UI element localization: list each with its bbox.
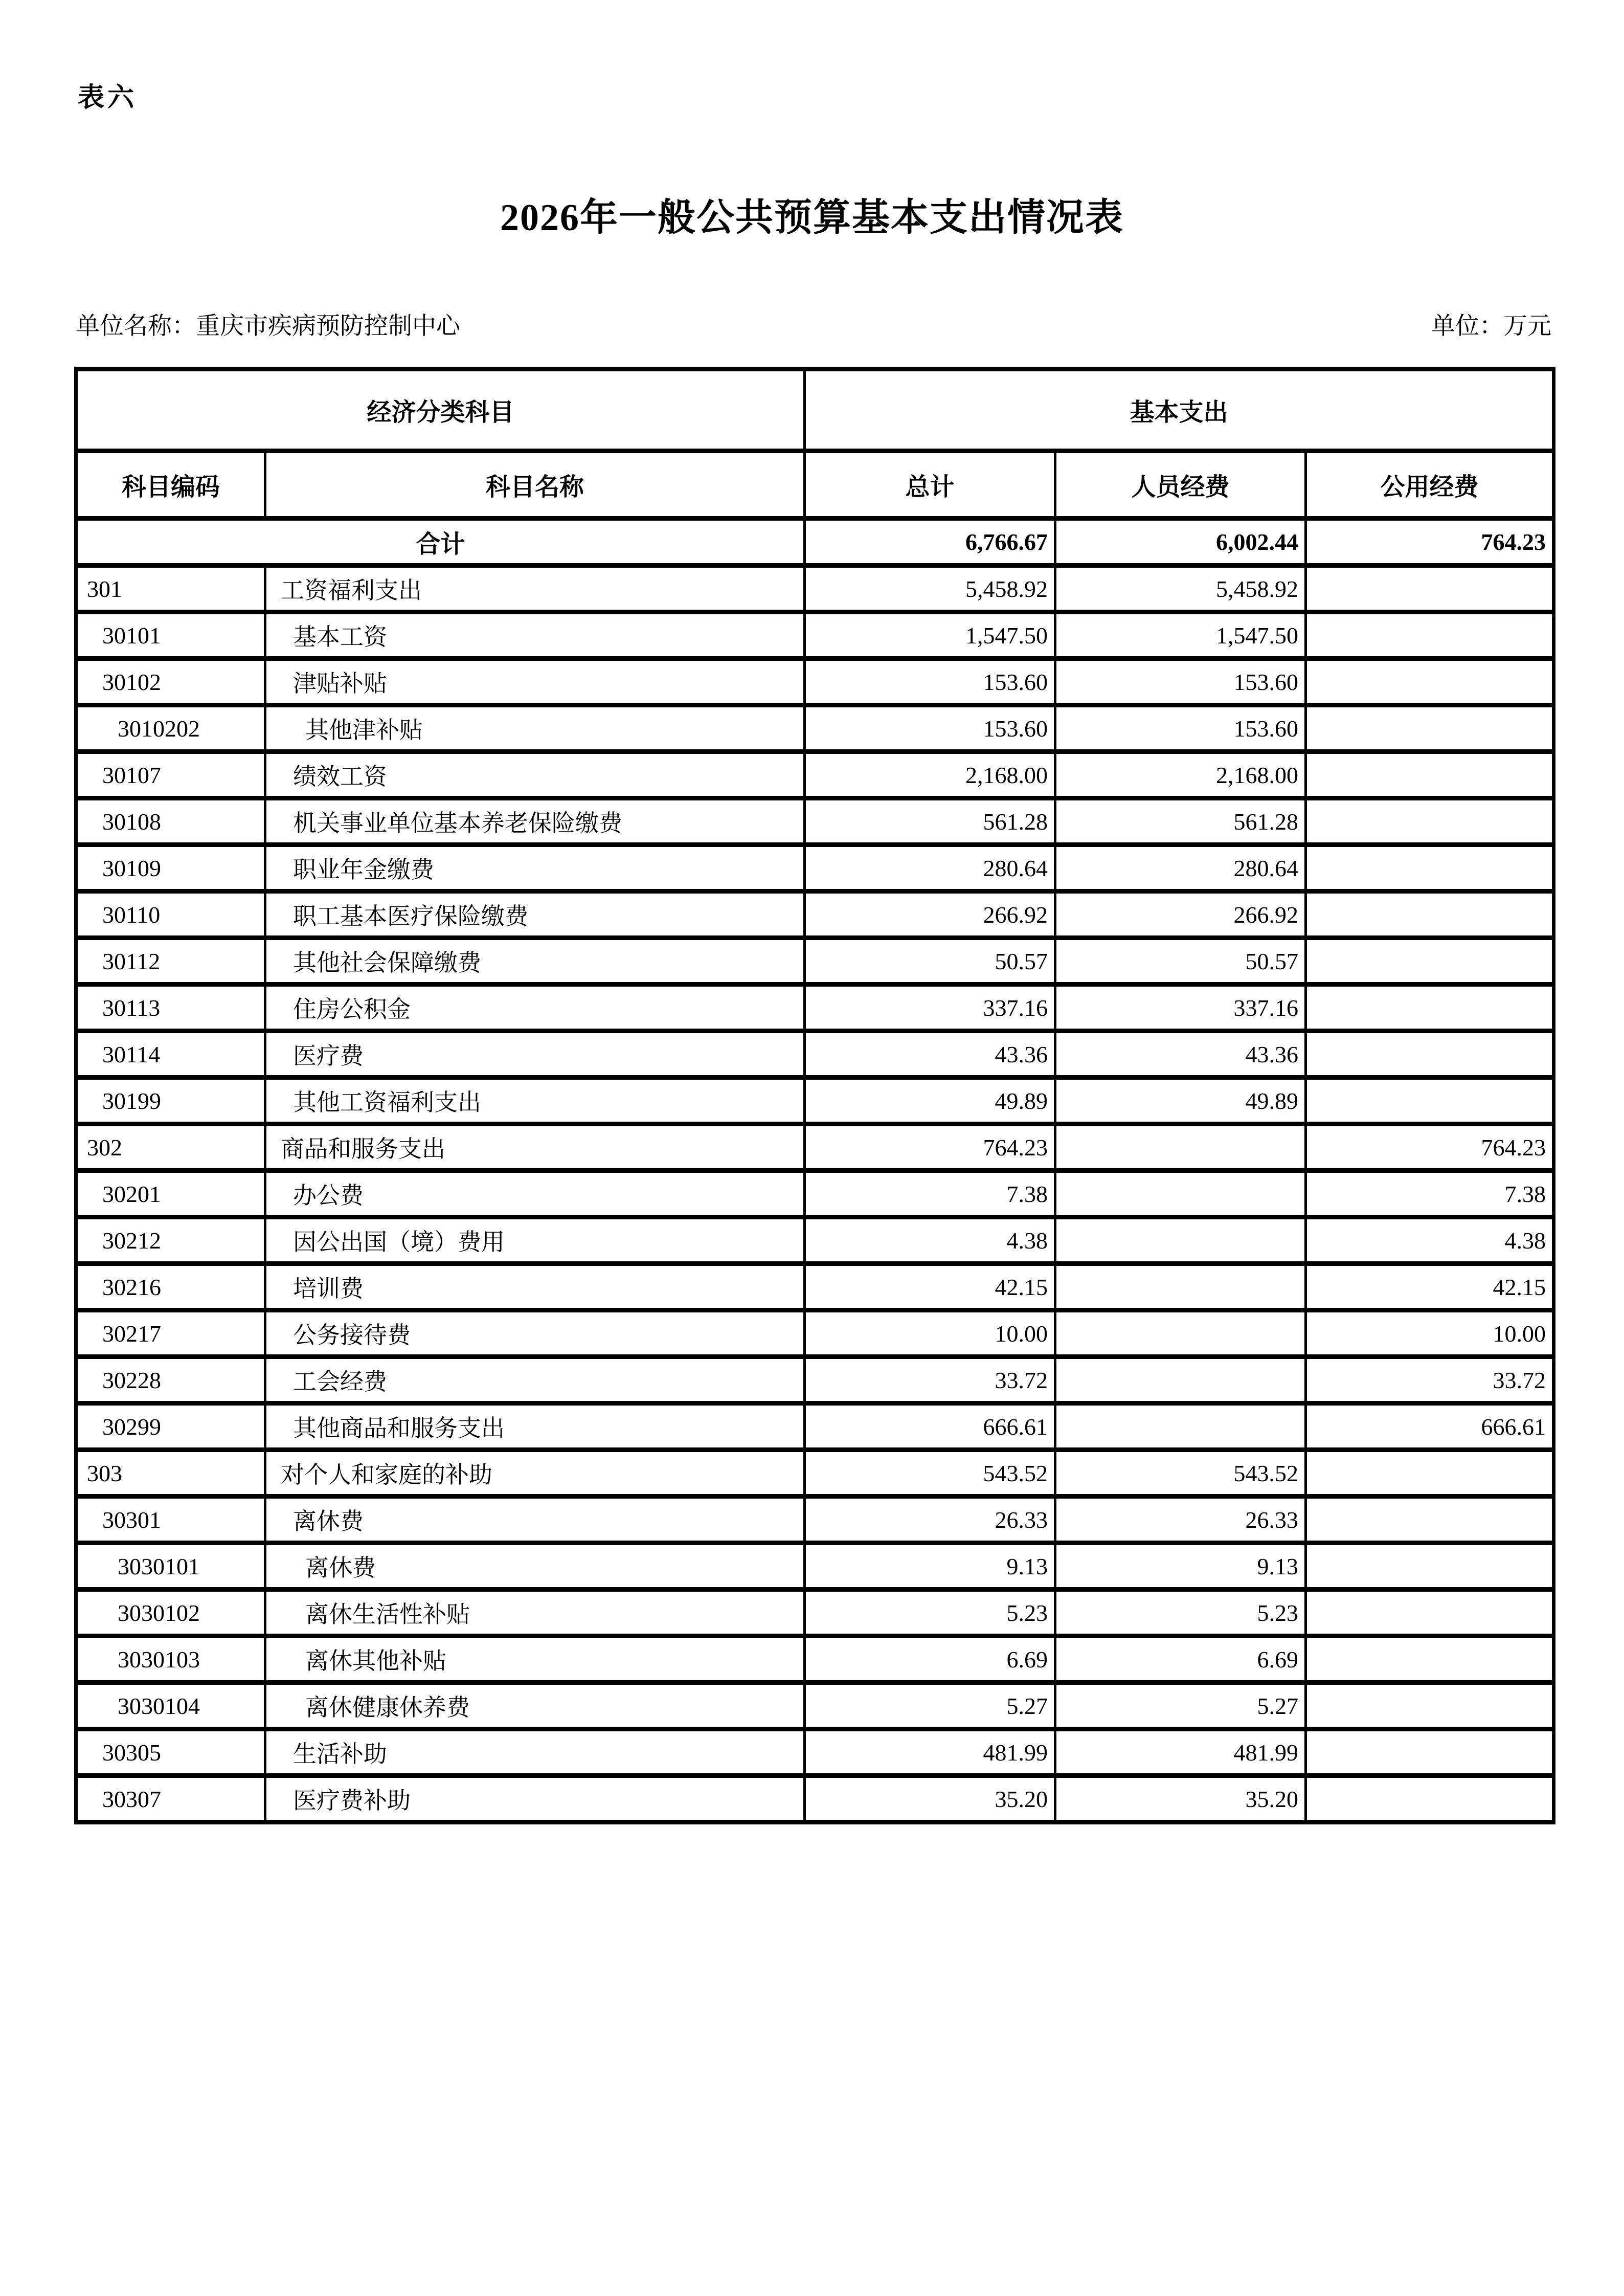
- column-header-public-funds: 公用经费: [1306, 451, 1554, 519]
- subject-name-cell: 职业年金缴费: [265, 845, 805, 891]
- table-number-tag: 表六: [78, 83, 138, 113]
- total-amount-cell: 5,458.92: [805, 566, 1055, 612]
- public-amount-cell: [1306, 1590, 1554, 1636]
- total-amount-cell: 153.60: [805, 705, 1055, 752]
- total-amount-cell: 543.52: [805, 1450, 1055, 1497]
- grand-total-label: 合计: [76, 519, 805, 566]
- column-header-personnel-funds: 人员经费: [1055, 451, 1306, 519]
- personnel-amount-cell: 35.20: [1055, 1776, 1306, 1822]
- table-row: [76, 891, 1554, 938]
- personnel-amount-cell: 9.13: [1055, 1543, 1306, 1590]
- subject-name-cell: 公务接待费: [265, 1310, 805, 1357]
- public-amount-cell: [1306, 891, 1554, 938]
- total-amount-cell: 43.36: [805, 1031, 1055, 1078]
- table-row: [76, 845, 1554, 891]
- personnel-amount-cell: [1055, 1264, 1306, 1310]
- subject-code-cell: 30212: [76, 1217, 265, 1264]
- subject-code-cell: 30107: [76, 752, 265, 798]
- total-amount-cell: 666.61: [805, 1403, 1055, 1450]
- personnel-amount-cell: 2,168.00: [1055, 752, 1306, 798]
- subject-code-cell: 303: [76, 1450, 265, 1497]
- total-amount-cell: 561.28: [805, 798, 1055, 845]
- subject-code-cell: 30102: [76, 659, 265, 705]
- table-row: [76, 798, 1554, 845]
- table-row: [76, 1543, 1554, 1590]
- column-header-row: [76, 451, 1554, 519]
- subject-code-cell: 30109: [76, 845, 265, 891]
- public-amount-cell: [1306, 1636, 1554, 1683]
- public-amount-cell: [1306, 1031, 1554, 1078]
- public-amount-cell: 764.23: [1306, 1124, 1554, 1171]
- table-row: [76, 1264, 1554, 1310]
- table-row: [76, 1310, 1554, 1357]
- subject-name-cell: 离休费: [265, 1543, 805, 1590]
- subject-code-cell: 30201: [76, 1171, 265, 1217]
- public-amount-cell: [1306, 845, 1554, 891]
- table-row: [76, 1450, 1554, 1497]
- grand-total-public-amount: 764.23: [1306, 519, 1554, 566]
- personnel-amount-cell: 5.27: [1055, 1683, 1306, 1729]
- total-amount-cell: 42.15: [805, 1264, 1055, 1310]
- subject-code-cell: 30305: [76, 1729, 265, 1776]
- table-row: [76, 1217, 1554, 1264]
- unit-info-line: [76, 307, 1551, 341]
- public-amount-cell: 7.38: [1306, 1171, 1554, 1217]
- column-header-subject-name: 科目名称: [265, 451, 805, 519]
- subject-code-cell: 3010202: [76, 705, 265, 752]
- subject-code-cell: 30110: [76, 891, 265, 938]
- total-amount-cell: 481.99: [805, 1729, 1055, 1776]
- subject-code-cell: 30199: [76, 1078, 265, 1124]
- header-economic-classification: 经济分类科目: [76, 369, 805, 451]
- public-amount-cell: 42.15: [1306, 1264, 1554, 1310]
- subject-name-cell: 机关事业单位基本养老保险缴费: [265, 798, 805, 845]
- personnel-amount-cell: 481.99: [1055, 1729, 1306, 1776]
- total-amount-cell: 6.69: [805, 1636, 1055, 1683]
- subject-name-cell: 医疗费: [265, 1031, 805, 1078]
- personnel-amount-cell: 5,458.92: [1055, 566, 1306, 612]
- subject-name-cell: 离休生活性补贴: [265, 1590, 805, 1636]
- subject-code-cell: 30101: [76, 612, 265, 659]
- subject-code-cell: 302: [76, 1124, 265, 1171]
- personnel-amount-cell: 153.60: [1055, 705, 1306, 752]
- subject-name-cell: 因公出国（境）费用: [265, 1217, 805, 1264]
- personnel-amount-cell: 280.64: [1055, 845, 1306, 891]
- personnel-amount-cell: [1055, 1310, 1306, 1357]
- total-amount-cell: 337.16: [805, 985, 1055, 1031]
- grand-total-row: [76, 519, 1554, 566]
- total-amount-cell: 26.33: [805, 1497, 1055, 1543]
- table-row: [76, 938, 1554, 985]
- total-amount-cell: 10.00: [805, 1310, 1055, 1357]
- table-row: [76, 1729, 1554, 1776]
- table-row: [76, 1078, 1554, 1124]
- public-amount-cell: 33.72: [1306, 1357, 1554, 1403]
- public-amount-cell: [1306, 1450, 1554, 1497]
- public-amount-cell: [1306, 1683, 1554, 1729]
- subject-name-cell: 绩效工资: [265, 752, 805, 798]
- subject-code-cell: 301: [76, 566, 265, 612]
- subject-name-cell: 离休其他补贴: [265, 1636, 805, 1683]
- grand-total-personnel-amount: 6,002.44: [1055, 519, 1306, 566]
- personnel-amount-cell: 561.28: [1055, 798, 1306, 845]
- personnel-amount-cell: 266.92: [1055, 891, 1306, 938]
- budget-table: [74, 367, 1555, 1824]
- total-amount-cell: 1,547.50: [805, 612, 1055, 659]
- personnel-amount-cell: 5.23: [1055, 1590, 1306, 1636]
- subject-code-cell: 30113: [76, 985, 265, 1031]
- subject-code-cell: 30216: [76, 1264, 265, 1310]
- personnel-amount-cell: 49.89: [1055, 1078, 1306, 1124]
- subject-name-cell: 离休健康休养费: [265, 1683, 805, 1729]
- personnel-amount-cell: [1055, 1357, 1306, 1403]
- public-amount-cell: [1306, 1729, 1554, 1776]
- table-row: [76, 752, 1554, 798]
- subject-code-cell: 30217: [76, 1310, 265, 1357]
- table-row: [76, 612, 1554, 659]
- grand-total-amount: 6,766.67: [805, 519, 1055, 566]
- total-amount-cell: 50.57: [805, 938, 1055, 985]
- total-amount-cell: 7.38: [805, 1171, 1055, 1217]
- subject-code-cell: 3030103: [76, 1636, 265, 1683]
- public-amount-cell: [1306, 1543, 1554, 1590]
- subject-code-cell: 3030104: [76, 1683, 265, 1729]
- header-basic-expenditure: 基本支出: [805, 369, 1554, 451]
- table-row: [76, 1590, 1554, 1636]
- subject-name-cell: 津贴补贴: [265, 659, 805, 705]
- subject-code-cell: 30114: [76, 1031, 265, 1078]
- table-row: [76, 566, 1554, 612]
- personnel-amount-cell: 337.16: [1055, 985, 1306, 1031]
- subject-code-cell: 30299: [76, 1403, 265, 1450]
- total-amount-cell: 153.60: [805, 659, 1055, 705]
- table-row: [76, 1357, 1554, 1403]
- public-amount-cell: [1306, 798, 1554, 845]
- subject-name-cell: 对个人和家庭的补助: [265, 1450, 805, 1497]
- subject-name-cell: 工资福利支出: [265, 566, 805, 612]
- public-amount-cell: [1306, 566, 1554, 612]
- subject-name-cell: 其他商品和服务支出: [265, 1403, 805, 1450]
- table-row: [76, 1497, 1554, 1543]
- subject-name-cell: 工会经费: [265, 1357, 805, 1403]
- table-row: [76, 985, 1554, 1031]
- subject-code-cell: 30307: [76, 1776, 265, 1822]
- personnel-amount-cell: [1055, 1124, 1306, 1171]
- currency-unit-label: 单位：万元: [1431, 313, 1551, 340]
- personnel-amount-cell: 543.52: [1055, 1450, 1306, 1497]
- public-amount-cell: [1306, 1078, 1554, 1124]
- subject-name-cell: 其他社会保障缴费: [265, 938, 805, 985]
- subject-name-cell: 商品和服务支出: [265, 1124, 805, 1171]
- table-row: [76, 1031, 1554, 1078]
- subject-code-cell: 3030102: [76, 1590, 265, 1636]
- subject-code-cell: 30108: [76, 798, 265, 845]
- public-amount-cell: [1306, 938, 1554, 985]
- total-amount-cell: 35.20: [805, 1776, 1055, 1822]
- subject-code-cell: 3030101: [76, 1543, 265, 1590]
- unit-name-label: 单位名称：重庆市疾病预防控制中心: [76, 313, 460, 340]
- page-title: 2026年一般公共预算基本支出情况表: [500, 197, 1124, 239]
- table-row: [76, 1403, 1554, 1450]
- table-row: [76, 705, 1554, 752]
- public-amount-cell: [1306, 1497, 1554, 1543]
- personnel-amount-cell: 1,547.50: [1055, 612, 1306, 659]
- personnel-amount-cell: 6.69: [1055, 1636, 1306, 1683]
- subject-name-cell: 培训费: [265, 1264, 805, 1310]
- subject-name-cell: 生活补助: [265, 1729, 805, 1776]
- public-amount-cell: [1306, 612, 1554, 659]
- subject-name-cell: 基本工资: [265, 612, 805, 659]
- public-amount-cell: [1306, 1776, 1554, 1822]
- column-header-subject-code: 科目编码: [76, 451, 265, 519]
- total-amount-cell: 49.89: [805, 1078, 1055, 1124]
- personnel-amount-cell: 50.57: [1055, 938, 1306, 985]
- public-amount-cell: [1306, 752, 1554, 798]
- total-amount-cell: 280.64: [805, 845, 1055, 891]
- personnel-amount-cell: [1055, 1403, 1306, 1450]
- personnel-amount-cell: 43.36: [1055, 1031, 1306, 1078]
- subject-name-cell: 其他津补贴: [265, 705, 805, 752]
- subject-name-cell: 职工基本医疗保险缴费: [265, 891, 805, 938]
- subject-name-cell: 其他工资福利支出: [265, 1078, 805, 1124]
- subject-name-cell: 住房公积金: [265, 985, 805, 1031]
- total-amount-cell: 9.13: [805, 1543, 1055, 1590]
- subject-code-cell: 30301: [76, 1497, 265, 1543]
- table-row: [76, 1124, 1554, 1171]
- table-row: [76, 1171, 1554, 1217]
- table-row: [76, 1636, 1554, 1683]
- public-amount-cell: 10.00: [1306, 1310, 1554, 1357]
- total-amount-cell: 764.23: [805, 1124, 1055, 1171]
- total-amount-cell: 33.72: [805, 1357, 1055, 1403]
- total-amount-cell: 266.92: [805, 891, 1055, 938]
- table-row: [76, 1776, 1554, 1822]
- total-amount-cell: 5.23: [805, 1590, 1055, 1636]
- public-amount-cell: 4.38: [1306, 1217, 1554, 1264]
- public-amount-cell: 666.61: [1306, 1403, 1554, 1450]
- table-row: [76, 659, 1554, 705]
- personnel-amount-cell: [1055, 1217, 1306, 1264]
- public-amount-cell: [1306, 985, 1554, 1031]
- subject-code-cell: 30112: [76, 938, 265, 985]
- table-row: [76, 1683, 1554, 1729]
- subject-name-cell: 办公费: [265, 1171, 805, 1217]
- personnel-amount-cell: 26.33: [1055, 1497, 1306, 1543]
- subject-name-cell: 离休费: [265, 1497, 805, 1543]
- total-amount-cell: 4.38: [805, 1217, 1055, 1264]
- total-amount-cell: 5.27: [805, 1683, 1055, 1729]
- personnel-amount-cell: [1055, 1171, 1306, 1217]
- personnel-amount-cell: 153.60: [1055, 659, 1306, 705]
- column-header-total: 总计: [805, 451, 1055, 519]
- subject-code-cell: 30228: [76, 1357, 265, 1403]
- total-amount-cell: 2,168.00: [805, 752, 1055, 798]
- group-header-row: [76, 369, 1554, 451]
- subject-name-cell: 医疗费补助: [265, 1776, 805, 1822]
- public-amount-cell: [1306, 659, 1554, 705]
- public-amount-cell: [1306, 705, 1554, 752]
